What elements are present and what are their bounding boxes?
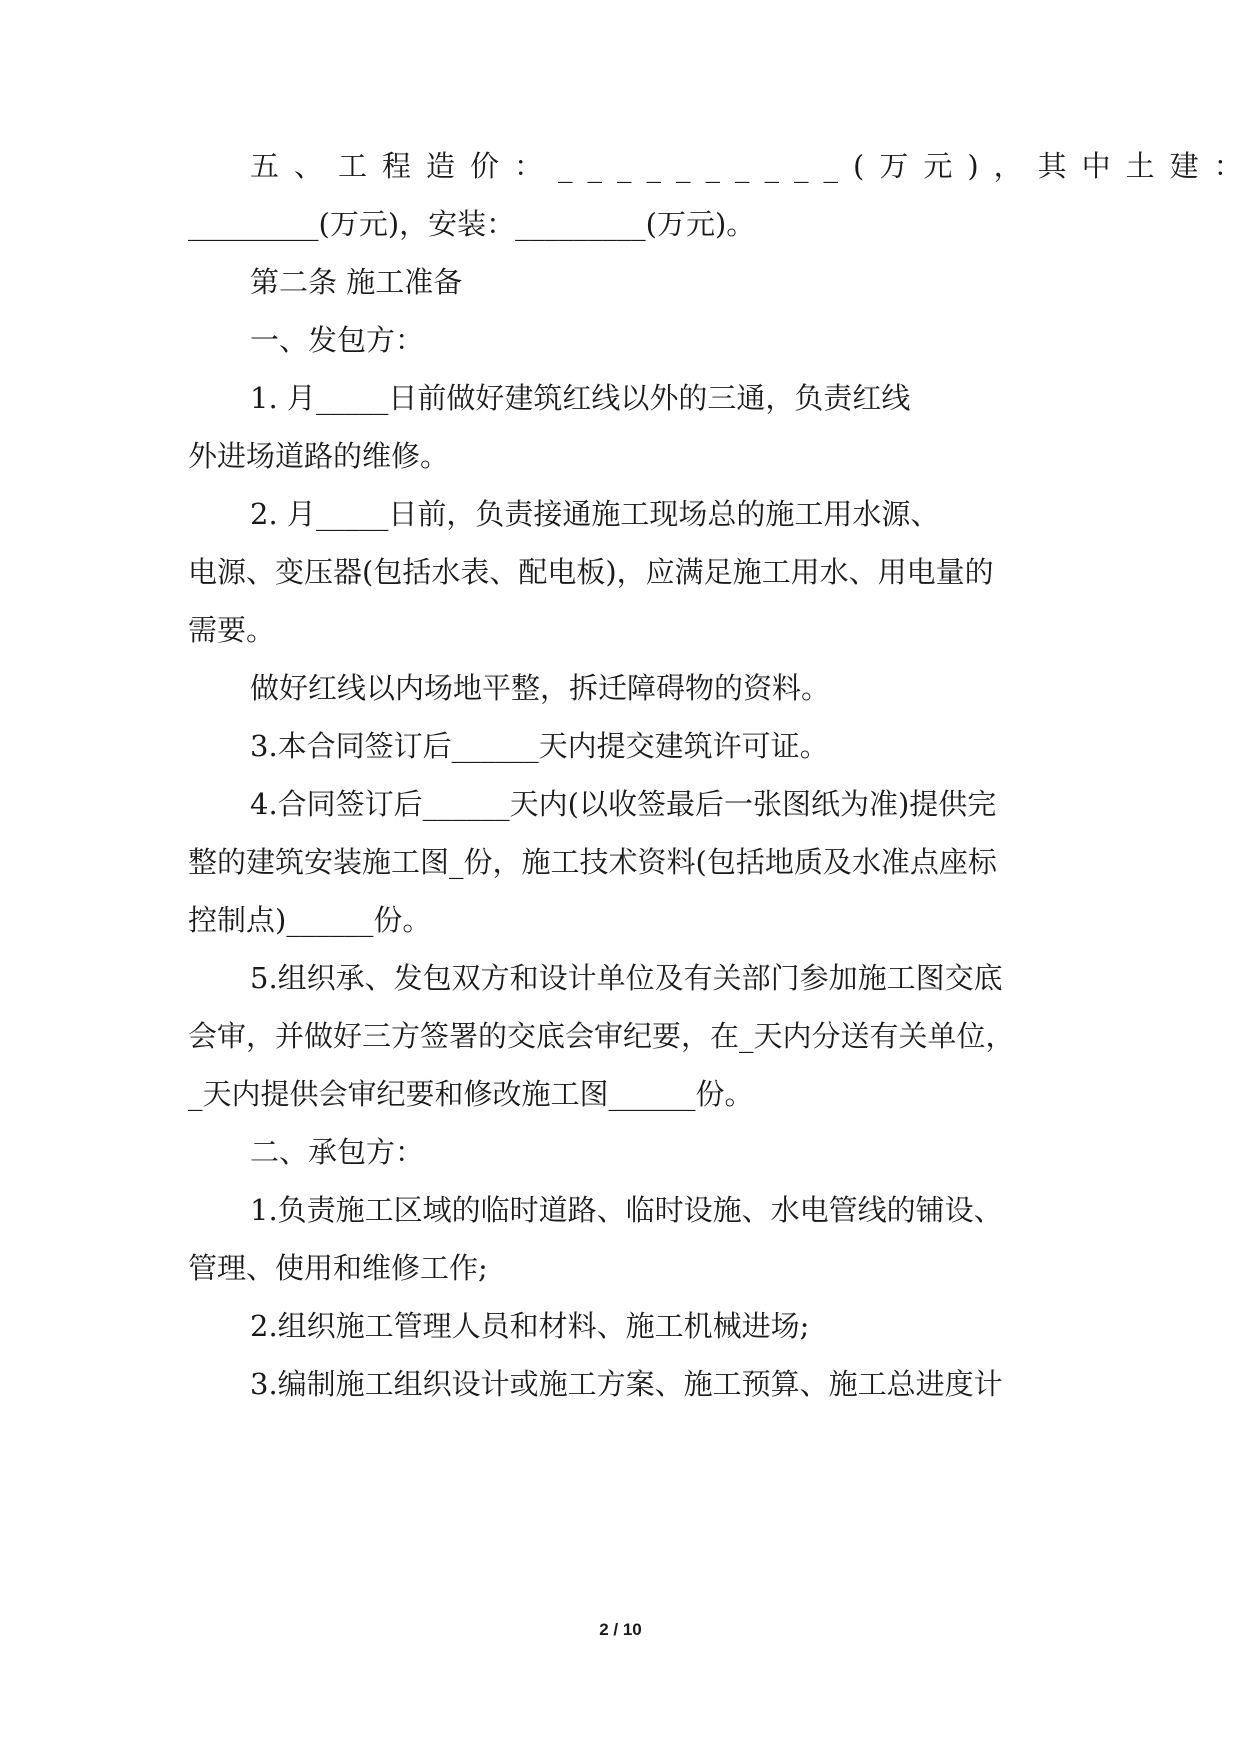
text-line: 3.编制施工组织设计或施工方案、施工预算、施工总进度计 xyxy=(250,1367,1003,1401)
text-line: 5.组织承、发包双方和设计单位及有关部门参加施工图交底 xyxy=(250,961,1003,995)
text-line: 2. 月_____日前，负责接通施工现场总的施工用水源、 xyxy=(250,497,940,531)
text-line: 控制点)______份。 xyxy=(188,903,432,937)
text-line: 3.本合同签订后______天内提交建筑许可证。 xyxy=(250,729,829,763)
subsection-heading: 二、承包方： xyxy=(250,1135,425,1169)
text-line: 需要。 xyxy=(188,613,276,647)
text-line: 外进场道路的维修。 xyxy=(188,439,450,473)
text-line: 1. 月_____日前做好建筑红线以外的三通，负责红线 xyxy=(250,381,911,415)
text-line: _________(万元)，安装：_________(万元)。 xyxy=(188,207,756,241)
text-line: 五、工程造价：__________(万元)，其中土建： xyxy=(250,149,1258,183)
text-line: 2.组织施工管理人员和材料、施工机械进场; xyxy=(250,1309,810,1343)
page-number: 2 / 10 xyxy=(599,1620,642,1639)
text-line: 电源、变压器(包括水表、配电板)，应满足施工用水、用电量的 xyxy=(188,555,994,589)
text-line: 4.合同签订后______天内(以收签最后一张图纸为准)提供完 xyxy=(250,787,997,821)
text-line: 1.负责施工区域的临时道路、临时设施、水电管线的铺设、 xyxy=(250,1193,1003,1227)
text-line: 做好红线以内场地平整，拆迁障碍物的资料。 xyxy=(250,671,831,705)
text-line: _天内提供会审纪要和修改施工图______份。 xyxy=(188,1077,754,1111)
text-line: 会审，并做好三方签署的交底会审纪要，在_天内分送有关单位， xyxy=(188,1019,1015,1053)
subsection-heading: 一、发包方： xyxy=(250,323,425,357)
text-line: 整的建筑安装施工图_份，施工技术资料(包括地质及水准点座标 xyxy=(188,845,997,879)
section-heading: 第二条 施工准备 xyxy=(250,265,463,299)
text-line: 管理、使用和维修工作; xyxy=(188,1251,488,1285)
